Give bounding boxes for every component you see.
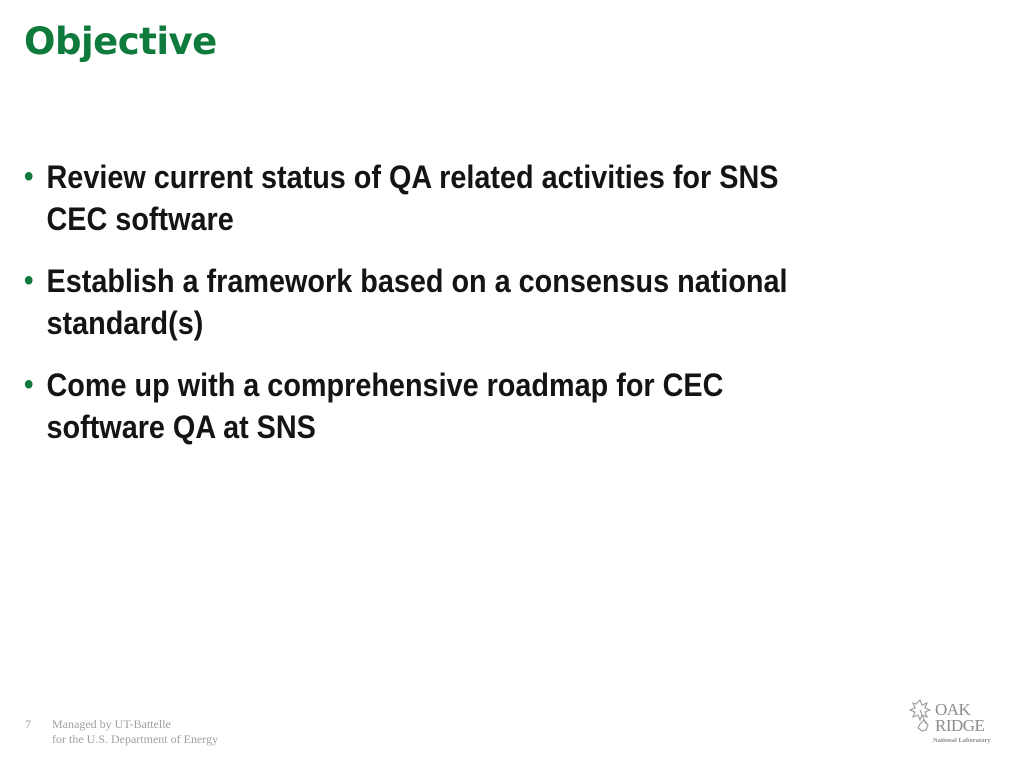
bullet-item: [24, 364, 911, 448]
bullet-item: [24, 156, 911, 240]
bullet-icon: •: [24, 264, 34, 297]
bullet-text-line: Review current status of QA related activities for SNS: [46, 159, 779, 195]
bullet-item: [24, 260, 911, 344]
bullet-icon: •: [24, 160, 34, 193]
page-number: 7: [25, 717, 31, 731]
bullet-text-line: CEC software: [46, 201, 234, 237]
footer-line: for the U.S. Department of Energy: [52, 732, 219, 746]
logo-oak-text: OAK: [935, 700, 971, 719]
logo-ridge-text: RIDGE: [935, 716, 985, 735]
logo-lab-text: National Laboratory: [933, 737, 991, 744]
bullet-list: [24, 156, 924, 468]
slide-title: Objective: [24, 20, 217, 63]
footer-management-text: [52, 717, 218, 747]
bullet-text-line: software QA at SNS: [46, 409, 316, 445]
footer-line: Managed by UT-Battelle: [52, 717, 171, 731]
bullet-text-line: Establish a framework based on a consensus national: [46, 263, 788, 299]
bullet-text-line: Come up with a comprehensive roadmap for CEC: [46, 367, 724, 403]
bullet-text-line: standard(s): [46, 305, 204, 341]
leaf-icon: [910, 700, 930, 731]
bullet-icon: •: [24, 368, 34, 401]
oak-ridge-logo: [908, 698, 1000, 746]
